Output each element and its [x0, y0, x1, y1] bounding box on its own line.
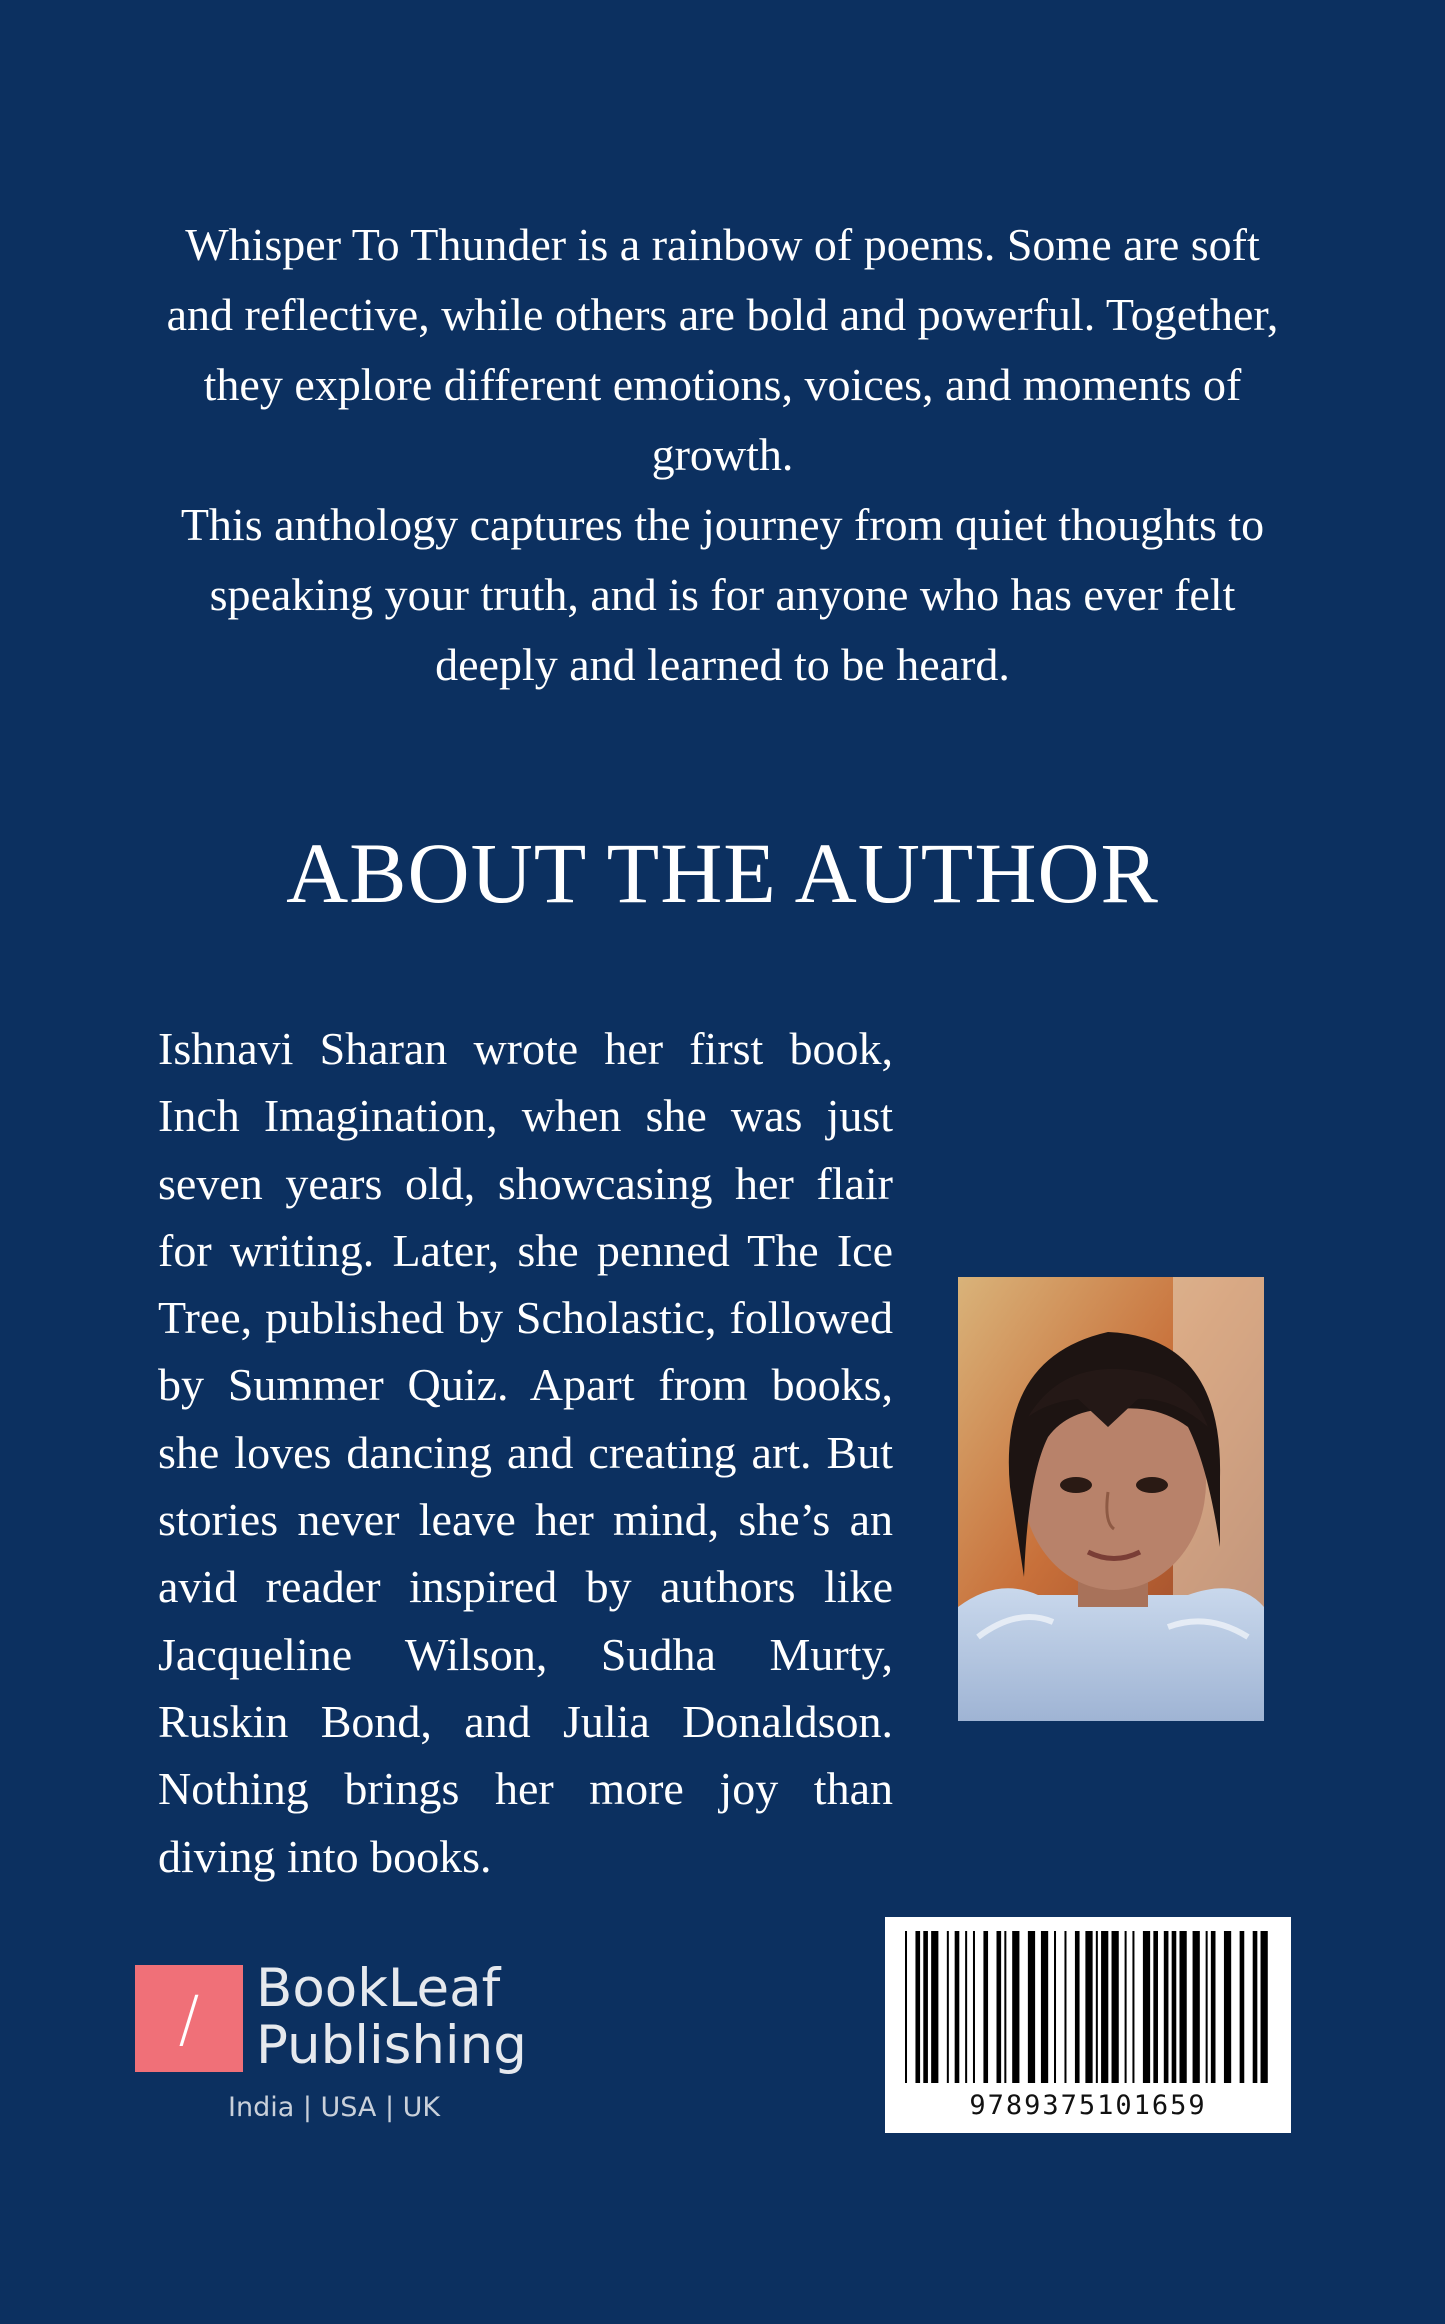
isbn-barcode	[885, 1917, 1291, 2133]
publisher-regions: India | USA | UK	[228, 2092, 441, 2123]
about-author-heading: ABOUT THE AUTHOR	[286, 825, 1159, 921]
barcode-bar	[955, 1931, 960, 2083]
barcode-bar	[1143, 1931, 1150, 2083]
publisher-name-line: BookLeaf	[256, 1958, 501, 2019]
barcode-bar	[1240, 1931, 1245, 2083]
barcode-bar	[973, 1931, 975, 2083]
book-blurb	[150, 210, 1295, 700]
barcode-bar	[1253, 1931, 1258, 2083]
barcode-bars	[905, 1931, 1271, 2083]
barcode-bar	[1004, 1931, 1006, 2083]
author-bio: Ishnavi Sharan wrote her first book, Inch Imagination, when she was just seven years old, showcasing her flair for writing. Later, she penned The Ice Tree, published by Scholastic, followed by Summer Quiz. Apart from books, she loves dancing and creating art. But stories never leave her mind, she’s an avid reader inspired by authors like Jacqueline Wilson, Sudha Murty, Ruskin Bond, and Julia Donaldson. Nothing brings her more joy than diving into books.	[158, 1023, 893, 1882]
isbn-number: 9789375101659	[969, 2090, 1207, 2121]
blurb-paragraph: This anthology captures the journey from quiet thoughts to speaking your truth, and is for anyone who has ever felt deeply and learned to be heard.	[180, 499, 1265, 690]
barcode-bar	[1153, 1931, 1158, 2083]
barcode-bar	[1261, 1931, 1268, 2083]
barcode-bar	[997, 1931, 1002, 2083]
barcode-bar	[947, 1931, 949, 2083]
barcode-bar	[1125, 1931, 1127, 2083]
barcode-bar	[931, 1931, 938, 2083]
barcode-bar	[905, 1931, 907, 2083]
publisher-name-line: Publishing	[256, 2015, 527, 2076]
barcode-bar	[915, 1931, 920, 2083]
barcode-bar	[1172, 1931, 1177, 2083]
barcode-bar	[1075, 1931, 1080, 2083]
barcode-bar	[1180, 1931, 1187, 2083]
barcode-bar	[1206, 1931, 1208, 2083]
barcode-bar	[1132, 1931, 1134, 2083]
barcode-bar	[1064, 1931, 1066, 2083]
barcode-bar	[1112, 1931, 1119, 2083]
barcode-bar	[1164, 1931, 1169, 2083]
barcode-bar	[1028, 1931, 1035, 2083]
publisher-logo	[135, 1960, 555, 2140]
barcode-bar	[1085, 1931, 1092, 2083]
blurb-paragraph: Whisper To Thunder is a rainbow of poems. Some are soft and reflective, while others are bold and powerful. Together, they explore different emotions, voices, and moments of growth.	[166, 219, 1279, 480]
barcode-bar	[1096, 1931, 1098, 2083]
author-photo	[958, 1277, 1264, 1721]
barcode-bar	[1012, 1931, 1019, 2083]
barcode-bar	[1054, 1931, 1056, 2083]
author-portrait-image	[958, 1277, 1264, 1721]
barcode-bar	[965, 1931, 967, 2083]
barcode-bar	[983, 1931, 988, 2083]
publisher-mark-glyph: /	[178, 1982, 200, 2055]
barcode-bar	[923, 1931, 928, 2083]
barcode-bar	[1224, 1931, 1231, 2083]
barcode-bar	[1193, 1931, 1200, 2083]
barcode-bar	[1041, 1931, 1048, 2083]
barcode-bar	[1211, 1931, 1216, 2083]
publisher-name	[256, 1960, 527, 2074]
barcode-bar	[1101, 1931, 1108, 2083]
publisher-slash-icon	[135, 1965, 243, 2072]
